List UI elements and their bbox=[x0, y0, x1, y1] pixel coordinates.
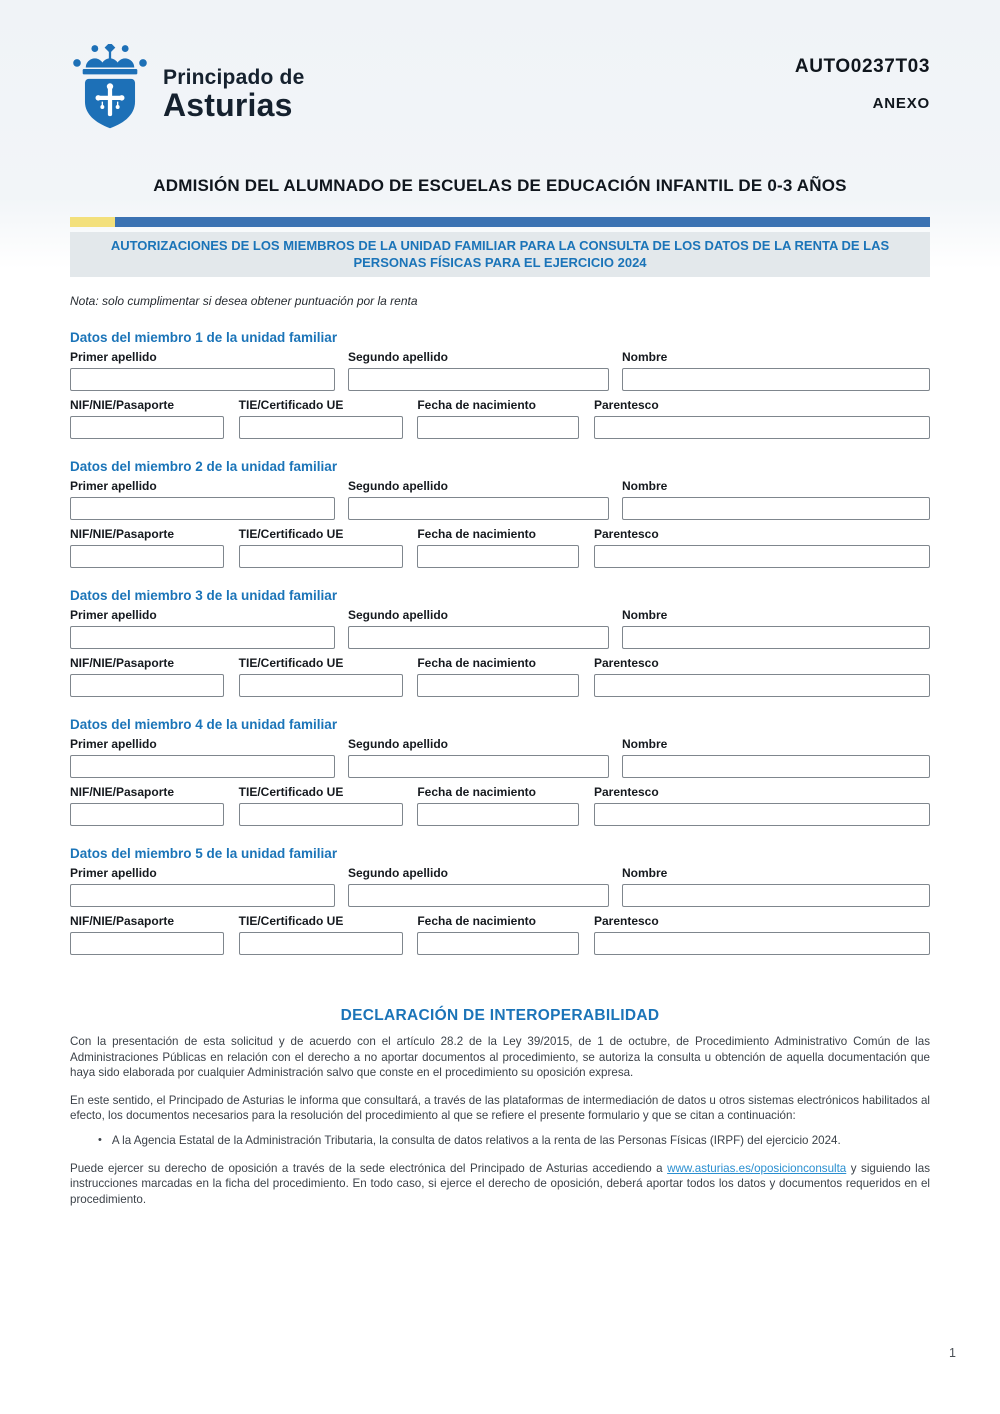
nif-label: NIF/NIE/Pasaporte bbox=[70, 398, 175, 412]
segundo-apellido-label: Segundo apellido bbox=[348, 479, 449, 493]
member-1-heading: Datos del miembro 1 de la unidad familiar bbox=[70, 330, 338, 345]
nif-label: NIF/NIE/Pasaporte bbox=[70, 914, 175, 928]
nif-label: NIF/NIE/Pasaporte bbox=[70, 785, 175, 799]
member-1-parentesco-input[interactable] bbox=[594, 416, 930, 439]
nombre-label: Nombre bbox=[622, 737, 668, 751]
form-title: ADMISIÓN DEL ALUMNADO DE ESCUELAS DE EDUCACIÓN INFANTIL DE 0-3 AÑOS bbox=[153, 176, 847, 195]
parentesco-label: Parentesco bbox=[593, 914, 659, 928]
oposicion-consulta-link[interactable]: www.asturias.es/oposicionconsulta bbox=[667, 1161, 847, 1175]
page-number: 1 bbox=[949, 1346, 956, 1360]
member-1-section bbox=[70, 330, 930, 439]
nif-label: NIF/NIE/Pasaporte bbox=[70, 656, 175, 670]
nombre-label: Nombre bbox=[622, 350, 668, 364]
section-banner: AUTORIZACIONES DE LOS MIEMBROS DE LA UNIDAD FAMILIAR PARA LA CONSULTA DE LOS DATOS DE LA RENTA DE LAS PERSONAS FÍSICAS PARA EL EJERCICIO 2024 bbox=[70, 232, 930, 277]
member-2-segundo-apellido-input[interactable] bbox=[348, 497, 609, 520]
form-code: AUTO0237T03 bbox=[794, 56, 930, 77]
logo-text-line1: Principado de bbox=[163, 66, 305, 89]
member-4-primer-apellido-input[interactable] bbox=[70, 755, 335, 778]
paragraph-3-after-link: y siguiendo las instrucciones marcadas en la ficha del procedimiento. En todo caso, si ejerce el derecho de oposición, deberá aportar todos los datos y documentos requeridos en el procedimiento. bbox=[70, 1161, 930, 1206]
member-5-nif-input[interactable] bbox=[70, 932, 224, 955]
member-4-parentesco-input[interactable] bbox=[594, 803, 930, 826]
member-5-tie-input[interactable] bbox=[239, 932, 403, 955]
nombre-label: Nombre bbox=[622, 608, 668, 622]
member-2-primer-apellido-input[interactable] bbox=[70, 497, 335, 520]
fecha-nacimiento-label: Fecha de nacimiento bbox=[417, 656, 537, 670]
nif-label: NIF/NIE/Pasaporte bbox=[70, 527, 175, 541]
page-header bbox=[0, 0, 1000, 132]
member-4-segundo-apellido-input[interactable] bbox=[348, 755, 609, 778]
member-3-nif-input[interactable] bbox=[70, 674, 224, 697]
tie-label: TIE/Certificado UE bbox=[238, 398, 344, 412]
declaration-paragraph-2: En este sentido, el Principado de Asturias le informa que consultará, a través de las plataformas de intermediación de datos u otros sistemas electrónicos habilitados al efecto, los documentos necesarios para la resolución del procedimiento al que se refiere el presente formulario y que se citan a continuación: bbox=[70, 1093, 930, 1123]
nombre-label: Nombre bbox=[622, 866, 668, 880]
primer-apellido-label: Primer apellido bbox=[70, 350, 157, 364]
member-3-nombre-input[interactable] bbox=[622, 626, 930, 649]
fecha-nacimiento-label: Fecha de nacimiento bbox=[417, 914, 537, 928]
logo-wordmark bbox=[163, 44, 304, 121]
primer-apellido-label: Primer apellido bbox=[70, 737, 157, 751]
declaration-paragraph-3 bbox=[70, 1161, 930, 1208]
member-2-tie-input[interactable] bbox=[239, 545, 403, 568]
asturias-logo bbox=[72, 44, 304, 132]
segundo-apellido-label: Segundo apellido bbox=[348, 866, 449, 880]
annex-label: ANEXO bbox=[872, 95, 930, 112]
interoperability-declaration bbox=[70, 1007, 930, 1207]
accent-bar-blue-segment bbox=[115, 217, 930, 227]
primer-apellido-label: Primer apellido bbox=[70, 866, 157, 880]
logo-text-line2: Asturias bbox=[163, 87, 293, 123]
form-content bbox=[70, 217, 930, 1207]
asturias-coat-of-arms-icon bbox=[72, 44, 148, 132]
note-text: Nota: solo cumplimentar si desea obtener puntuación por la renta bbox=[70, 294, 418, 308]
member-4-nif-input[interactable] bbox=[70, 803, 224, 826]
member-5-nombre-input[interactable] bbox=[622, 884, 930, 907]
member-1-fecha-nacimiento-input[interactable] bbox=[417, 416, 579, 439]
tie-label: TIE/Certificado UE bbox=[238, 914, 344, 928]
member-5-fecha-nacimiento-input[interactable] bbox=[417, 932, 579, 955]
member-5-heading: Datos del miembro 5 de la unidad familiar bbox=[70, 846, 338, 861]
paragraph-3-before-link: Puede ejercer su derecho de oposición a través de la sede electrónica del Principado de Asturias accediendo a bbox=[70, 1161, 668, 1175]
nombre-label: Nombre bbox=[622, 479, 668, 493]
bullet-icon: • bbox=[98, 1133, 102, 1146]
member-4-nombre-input[interactable] bbox=[622, 755, 930, 778]
parentesco-label: Parentesco bbox=[593, 656, 659, 670]
member-5-section bbox=[70, 846, 930, 955]
member-2-parentesco-input[interactable] bbox=[594, 545, 930, 568]
fecha-nacimiento-label: Fecha de nacimiento bbox=[417, 527, 537, 541]
member-3-fecha-nacimiento-input[interactable] bbox=[417, 674, 579, 697]
member-2-nombre-input[interactable] bbox=[622, 497, 930, 520]
member-1-nombre-input[interactable] bbox=[622, 368, 930, 391]
parentesco-label: Parentesco bbox=[593, 785, 659, 799]
member-2-fecha-nacimiento-input[interactable] bbox=[417, 545, 579, 568]
member-3-segundo-apellido-input[interactable] bbox=[348, 626, 609, 649]
accent-bar bbox=[70, 217, 930, 227]
member-1-tie-input[interactable] bbox=[239, 416, 403, 439]
fecha-nacimiento-label: Fecha de nacimiento bbox=[417, 398, 537, 412]
primer-apellido-label: Primer apellido bbox=[70, 608, 157, 622]
parentesco-label: Parentesco bbox=[593, 527, 659, 541]
header-codes bbox=[795, 44, 930, 112]
member-3-tie-input[interactable] bbox=[239, 674, 403, 697]
segundo-apellido-label: Segundo apellido bbox=[348, 350, 449, 364]
member-5-parentesco-input[interactable] bbox=[594, 932, 930, 955]
member-4-section bbox=[70, 717, 930, 826]
tie-label: TIE/Certificado UE bbox=[238, 527, 344, 541]
declaration-paragraph-1: Con la presentación de esta solicitud y de acuerdo con el artículo 28.2 de la Ley 39/2015, de 1 de octubre, de Procedimiento Administrativo Común de las Administraciones Públicas en relación con el derecho a no aportar documentos al procedimiento, se autoriza la consulta u obtención de aquella documentación que haya sido elaborada por cualquier Administración salvo que conste en el procedimiento su oposición expresa. bbox=[70, 1035, 930, 1080]
member-4-fecha-nacimiento-input[interactable] bbox=[417, 803, 579, 826]
member-3-heading: Datos del miembro 3 de la unidad familiar bbox=[70, 588, 338, 603]
member-1-segundo-apellido-input[interactable] bbox=[348, 368, 609, 391]
parentesco-label: Parentesco bbox=[593, 398, 659, 412]
member-2-nif-input[interactable] bbox=[70, 545, 224, 568]
member-3-primer-apellido-input[interactable] bbox=[70, 626, 335, 649]
member-5-segundo-apellido-input[interactable] bbox=[348, 884, 609, 907]
member-2-heading: Datos del miembro 2 de la unidad familiar bbox=[70, 459, 338, 474]
primer-apellido-label: Primer apellido bbox=[70, 479, 157, 493]
member-4-heading: Datos del miembro 4 de la unidad familiar bbox=[70, 717, 338, 732]
member-2-section bbox=[70, 459, 930, 568]
tie-label: TIE/Certificado UE bbox=[238, 656, 344, 670]
declaration-bullet-text: A la Agencia Estatal de la Administración Tributaria, la consulta de datos relativos a la renta de las Personas Físicas (IRPF) del ejercicio 2024. bbox=[111, 1133, 841, 1147]
declaration-title: DECLARACIÓN DE INTEROPERABILIDAD bbox=[340, 1007, 660, 1024]
fecha-nacimiento-label: Fecha de nacimiento bbox=[417, 785, 537, 799]
member-4-tie-input[interactable] bbox=[239, 803, 403, 826]
member-5-primer-apellido-input[interactable] bbox=[70, 884, 335, 907]
member-1-primer-apellido-input[interactable] bbox=[70, 368, 335, 391]
member-3-parentesco-input[interactable] bbox=[594, 674, 930, 697]
tie-label: TIE/Certificado UE bbox=[238, 785, 344, 799]
segundo-apellido-label: Segundo apellido bbox=[348, 608, 449, 622]
accent-bar-yellow-segment bbox=[70, 217, 115, 227]
member-1-nif-input[interactable] bbox=[70, 416, 224, 439]
declaration-bullet-item bbox=[70, 1133, 930, 1149]
segundo-apellido-label: Segundo apellido bbox=[348, 737, 449, 751]
member-3-section bbox=[70, 588, 930, 697]
